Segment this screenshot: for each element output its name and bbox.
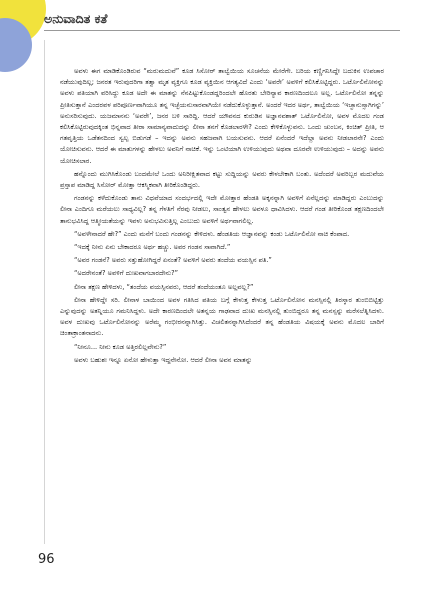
paragraph: “ಇದಕ್ಕೆ ನೀನು ಏನು ಬೇಕಾದರೂ ಅರ್ಥ ಹಚ್ಚು. ಅವರ ಗಂಡನ ಸಾವಾಗಿದೆ.” <box>74 243 231 252</box>
paragraph: ಗಂಡನನ್ನು ಕಳೆದುಕೊಂಡು ತಾನು ವಿಧವೆಯಾದ ಸಂದರ್ಭದಲ್ಲಿ ಇದೇ ಮೋತ್ತಾರ ಹೆಂಡತಿ ಅಕ್ಕನನ್ನಾಗಿ ಅವಳಿಗೆ ಏನೆಲ್ಲದನ್ನು ಮಾಡಿದ್ದರು ಎಂಬುದನ್ನು ಲೀನಾ ಎಂದಿಗೂ ಮರೆಯಲು ಸಾಧ್ಯವಿಲ್ಲ? ತನ್ನ ಗೆಳತಿಗೆ ನೆರವು ನೀಡಲು, ಸಾಂತ್ವನ ಹೇಳಲು ಅವಳೂ ಧಾವಿಸಿದಳು. ಆದರೆ ಗಂಡ ತೀರಿಕೊಂಡ ತಕ್ಷಣದಿಂದಲೇ ತಾನುಭವಿಸಿದ್ದ ಆತ್ಮೀಯತೆಯನ್ನು ಇವಳು ಅನುಭವಿಸುತ್ತಿಲ್ಲ ಎಂಬುದು ಅವಳಿಗೆ ಅರ್ಥವಾಗಲಿಲ್ಲ. <box>60 194 384 225</box>
page-number: 96 <box>38 552 55 567</box>
paragraph: ಹನ್ನೊಂದು ಮುಗಿಸಿಕೊಂಡು ಬಂದಮೇಲೆ ಒಂದು ಅನಿರೀಕ್ಷಿತವಾದ ಕಟ್ಟು ಸುದ್ದಿಯನ್ನು ಅವರು ಕೇಳಬೇಕಾಗಿ ಬಂತು. ಅದೆಂದರೆ ಅವರಿಬ್ಬರ ಮದುವೆಯ ಪ್ರಸ್ತಾಪ ಮಾಡಿದ್ದ ಸಿಸೋರ್ ಮೋತ್ತಾ ಆಕಸ್ಮಿಕವಾಗಿ ತೀರಿಕೊಂಡಿದ್ದರು. <box>60 169 384 190</box>
margin-line <box>44 40 45 544</box>
paragraph: ಲೀನಾ ಹೇಳಿದ್ದೇ ಸರಿ. ಲೀನಾಳ ಬಾಯಿಂದ ಅವಳ ಗತಿಸಿದ ಪತಿಯ ಬಗ್ಗೆ ಕೇಳುತ್ತ ಕೇಳುತ್ತ ಒರ್ಟೊಲಿನೋನ ಮನಸ್ಸಿನಲ್ಲಿ ತಿರಸ್ಕಾರ ತುಂಬಿಬಿಟ್ಟಿತ್ತು ಎನ್ನುವುದನ್ನು ಅತನ್ನಿಯೂ ಗಮನಿಸಿದ್ದಳು. ಅದೇ ಕಾರಣದಿಂದಲೇ ಅತನ್ನಯ ಗಾಢವಾದ ದುಃಖ ಮನಸ್ಸಿನಲ್ಲಿ ತುಂಬಿದ್ದರೂ ತನ್ನ ಮನಸ್ಸನ್ನು ಮರೆಸಲೆತ್ನಿಸಿದಳು. ಅವಳ ದುಃಖವು ಒರ್ಟೊಲಿನೋನನ್ನು ಅರೆಮ್ಮ ಗಂಭೀರನನ್ನಾಗಿಸಿತ್ತು. ವಿಚಲಿತನನ್ನಾಗಿಸಿದೆಂದರೆ ತನ್ನ ಹೆಂಡತಿಯ ವಿಷಯಕ್ಕೆ ಅವನು ಮೊದಲ ಬಾರಿಗೆ ಚಿಂತಾಕ್ರಾಂತನಾದನು. <box>60 295 384 338</box>
paragraph: “ನೀನೂ... ನೀನು ಕೂಡ ಅತ್ತಿರಲಿಲ್ಲವೇನು?” <box>74 342 167 351</box>
paragraph: “ಅದರೇನಂತೆ? ಅವಳಿಗೆ ದುಃಖವಾಗಬಾರದೇನು?” <box>74 269 179 278</box>
section-header: ಅನುವಾದಿತ ಕತೆ <box>44 11 108 26</box>
body-text <box>60 66 384 368</box>
paragraph: “ಅವರ ಗಂಡನೆ? ಅವರು ಸತ್ತುಹೋಗಿದ್ದರೆ ಏನಂತೆ? ಅವಳಿಗೆ ಅವರು ತಂದೆಯ ವಯಸ್ಸಿನ ಪತಿ.” <box>74 256 272 265</box>
paragraph: “ಅವಳೇನಾದರೆ ಹೇ?” ಎಂದು ಮನೆಗೆ ಬಂದು ಗಂಡನನ್ನು ಕೇಳಿದಳು. ಹೆಂಡತಿಯ ಆಜ್ಞಾನವನ್ನು ಕಂಡು ಒರ್ಟೊಲಿನೋ ನಾಚಿ ಕೆಂಪಾದ. <box>74 229 350 238</box>
paragraph: ಅವಳು ಬಹುಶಃ ಇನ್ನೂ ಏನೋ ಹೇಳುತ್ತಾ ಇದ್ದನೇನೋ. ಆದರೆ ಲೀನಾ ಅವನ ಮಾತನ್ನು <box>74 355 253 364</box>
paragraph: ಅವಳು ಈಗ ಮಾಡಿಕೊಂಡಿರುವ “ಮರುಮದುವೆ” ಕೂಡ ಸಿಸೋರ್ ತಾಲ್ವೆಯಿಯ ಸೂಚನೆಯ ಮೇರೆಗೇ. ಬರಿಯ ಕಣ್ಣಿಗನಿಸಿದ್ದೇ ಬದುಕಿನ ಉಪಚಾರ ನಡೆಯುವುದಿಲ್ಲ; ಜನರತ ಇರುವುದರಿಗಾ ತತ್ವಾ ಮೃತ ವ್ಯಕ್ತಿಗೂ ಕೂಡ ವ್ಯಕ್ತಿಯಿನ ಆಗತ್ಯವಿದೆ ಎಂದು ‘ಅವರೇ’ ಅವಳಿಗೆ ಕಲಿಸಿಕೊಟ್ಟಿದ್ದರು. ಒರ್ಟೊಲಿನೋನನ್ನು ಅವಳು ಪತಿಯಾಗಿ ವರಿಸಿದ್ದು ಕೂಡ ಅದೇ ಈ ಮಾತನ್ನು ನೆನಪಿಟ್ಟುಕೊಂಡದ್ದರಿಂದಲೇ ಹೊರತು ಬೇರಿನ್ಯಾವ ಕಾರಣದಿಂದಲೂ ಅಲ್ಲ. ಒರ್ಟೊಲಿನೋ ತನ್ನನ್ನು ಪ್ರೀತಿಸುತ್ತಾನೆ ಎಂದರವಳ ಪರಿಪೂರ್ಣವಾಗಿಯೂ ತನ್ನ ಇಚ್ಛೆಯನುಸಾರವಾಗಿಯೇ ನಡೆದುಕೊಳ್ಳುತ್ತಾನೆ. ಅಂದರೆ ಇದರ ಅರ್ಥ, ತಾಲ್ವೆಯಿಯ ‘ಇಚ್ಛಾನುಸ್ಸಾಗಿಗನ್ನು’ ಅನುಸರಿಸುವುದು. ಯಜಮಾನನು ‘ಅವರೇ’, ಜನರ ಬಳಿ ಸಾರಿದ್ದಿ. ಆದರೆ ಯೌವನದ ಕುರುಡಿನ ಅಜ್ಞಾನವಶಾತ್ ಒರ್ಟೊಲಿನೋ, ಅವಳ ಮೊದಲ ಗಂಡ ಕಲಿಸಿಕೊಟ್ಟಿರುವುದಕ್ಕಿಂತ ಭಿನ್ನವಾದ ತೀರಾ ಸಾಮಾನ್ಯವಾದುದನ್ನು ಲೀನಾ ತನಗೆ ಕೊಡಲಾರಳೇ? ಎಂದು ಕೇಳಿಕೊಳ್ಳುವನು. ಒಂದು ಚುಂಬನ, ಕಿಂಚಿತ್ ಪ್ರೀತಿ, ಆ ಗತವೃತ್ತಿಯ ಒಡೆತನದಿಂದ ಸ್ವಲ್ಪ ಬಿಡುಗಡೆ – ಇದನ್ನು ಅವನು ಸಹಜವಾಗಿ ಬಯಸುವನು. ಆದರೆ ಏನೆಂದರೆ ಇದೆಲ್ಲಾ ಅವನು ನೀಡಲಾರನೇ? ಎಂದು ಯೋಚಿಸುವನು. ಆದರೆ ಈ ಮಾತುಗಳನ್ನು ಹೇಳಲು ಅವನಿಗೆ ನಾಚಿಕೆ. ಇನ್ನು ಒಂಟಿಯಾಗಿ ಉಳಿಯುವುದು ಅಥವಾ ದೂರವೇ ಉಳಿಯುವುದು – ಅದನ್ನು ಅವನು ಯೋಚಿಸಲಾರ. <box>60 67 384 165</box>
header-divider <box>44 30 400 31</box>
paragraph: ಲೀನಾ ತಕ್ಷಣ ಹೇಳಿದಳು, “ತಂದೆಯ ವಯಸ್ಸಿನವರು, ಆದರೆ ತಂದೆಯಂತೂ ಅಲ್ಲವಲ್ಲ?” <box>74 282 254 291</box>
